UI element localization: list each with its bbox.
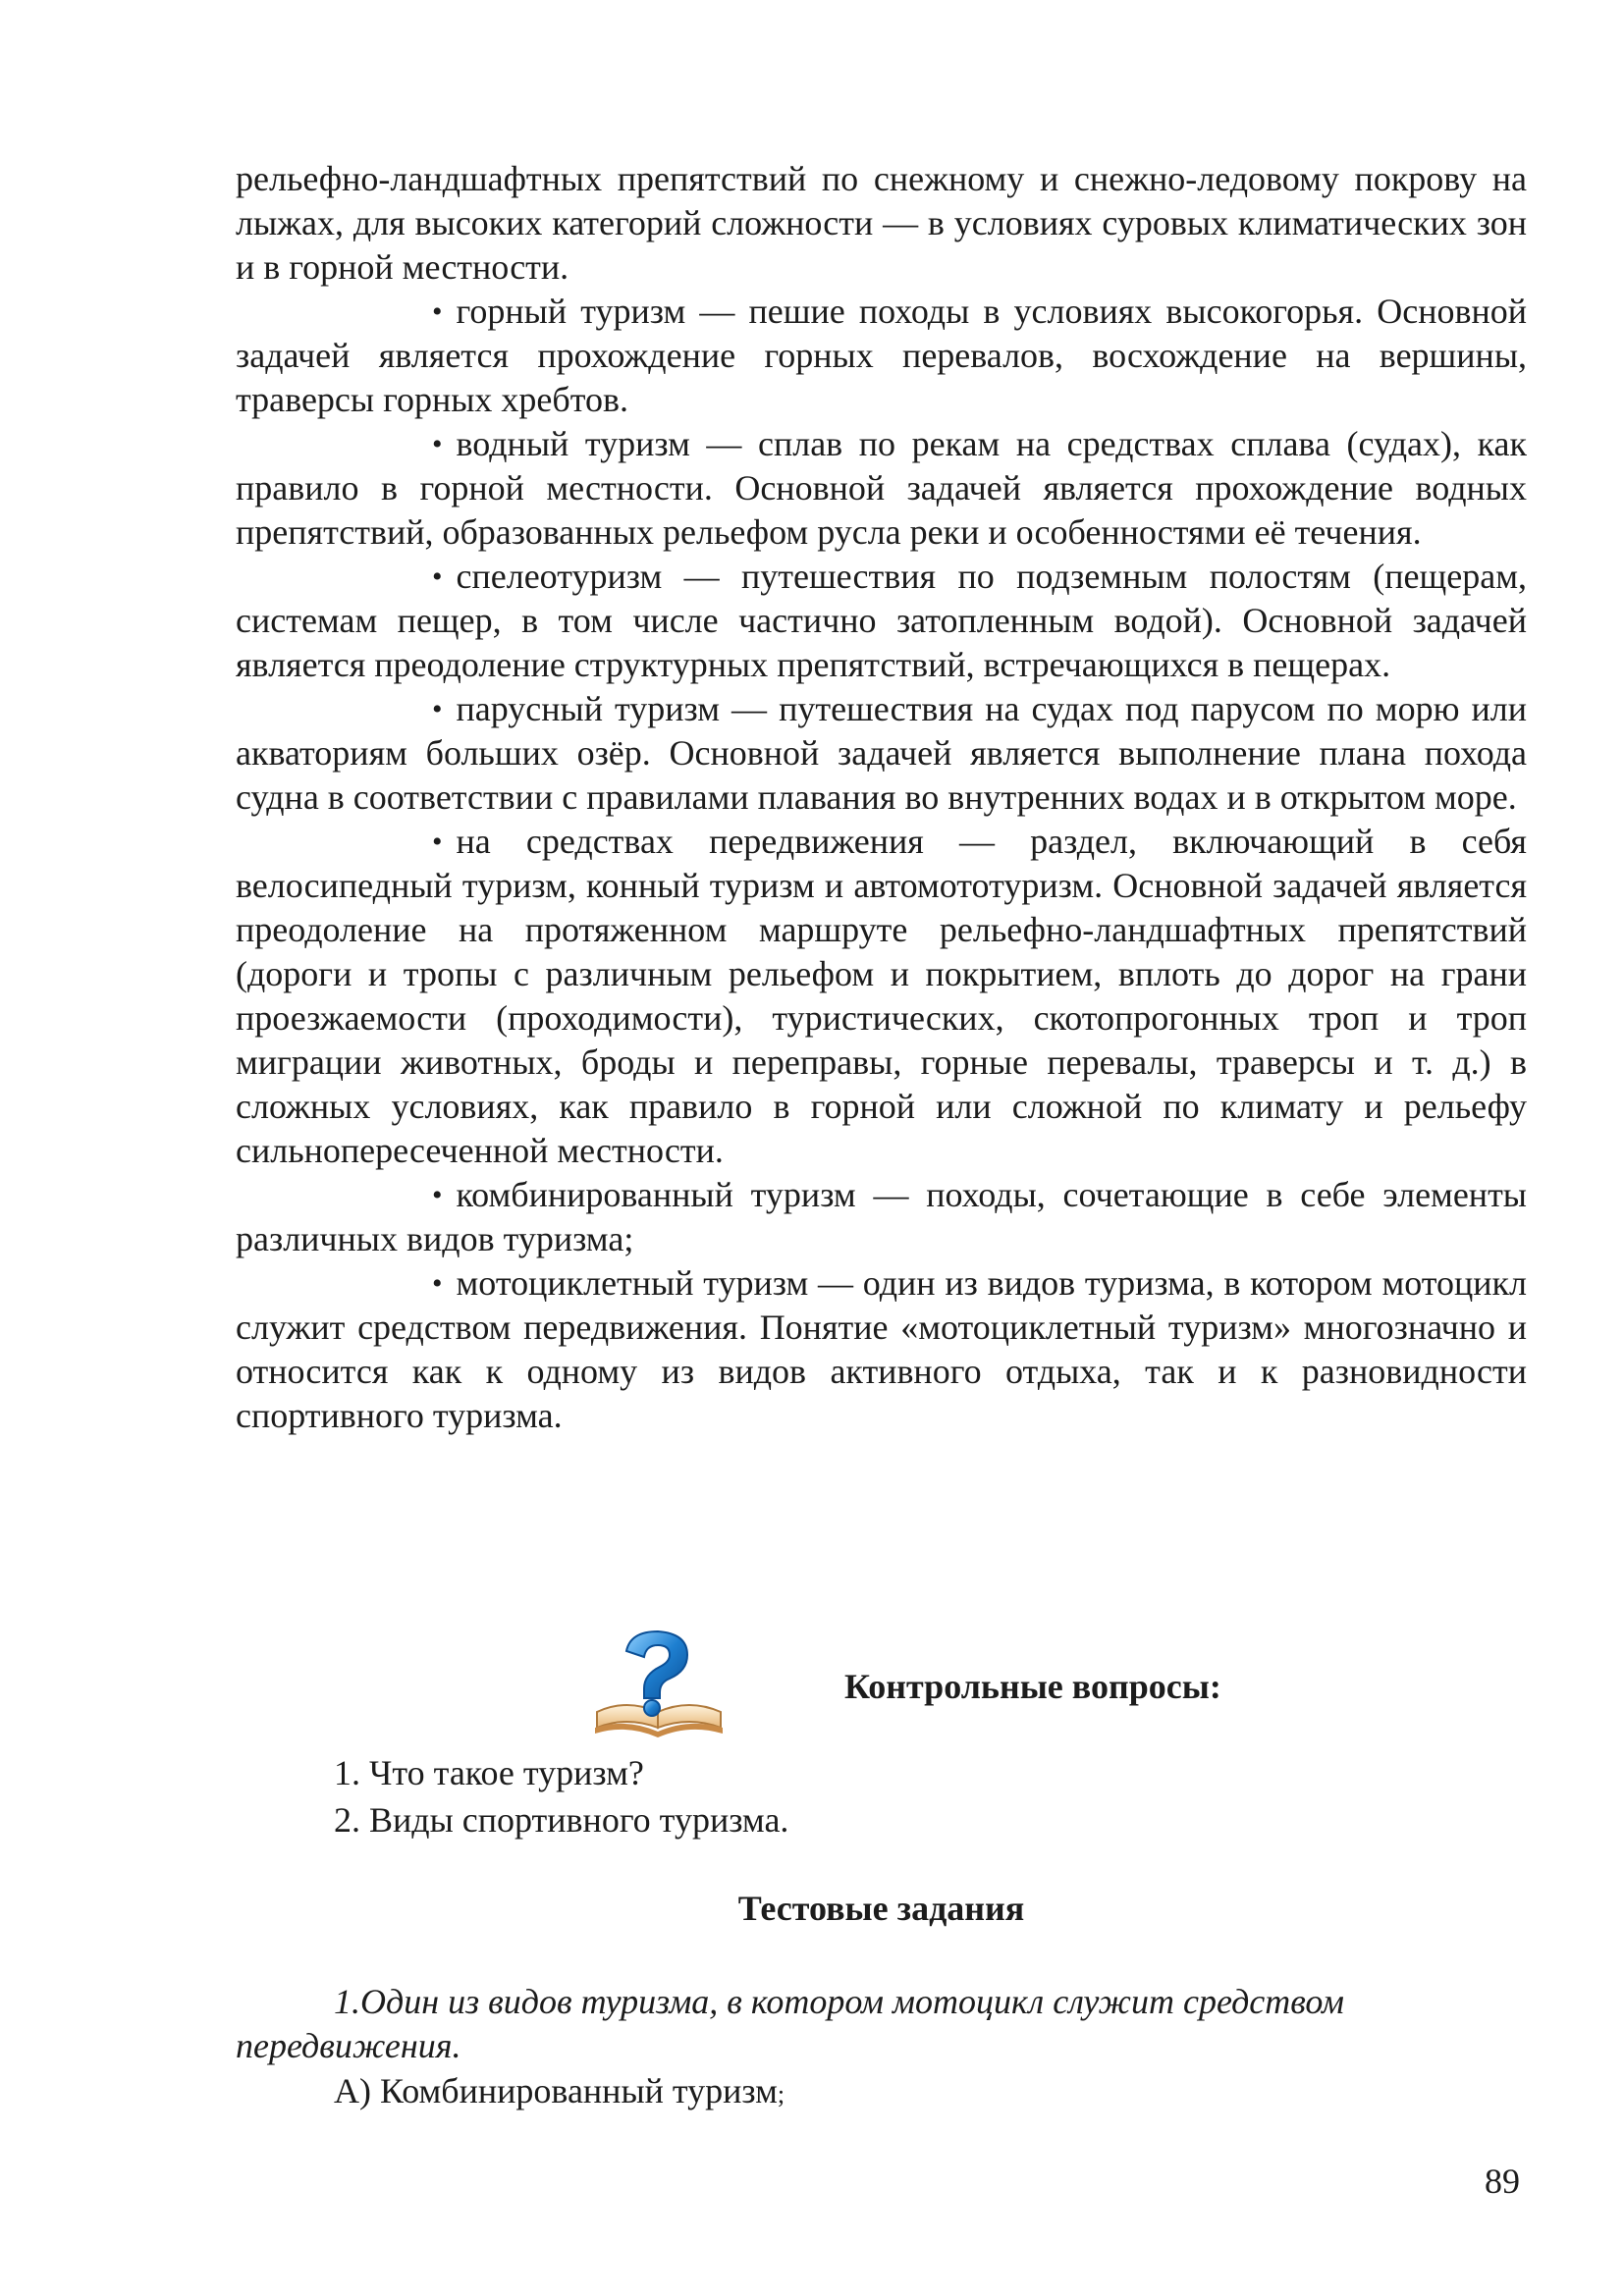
list-item: 1. Что такое туризм?: [334, 1753, 644, 1792]
answer-text: А) Комбинированный туризм: [334, 2071, 778, 2110]
control-questions-title: Контрольные вопросы:: [844, 1667, 1221, 1706]
bullet-text: комбинированный туризм — походы, сочетающие в себе элементы различных видов туризма;: [236, 1175, 1527, 1258]
bullet-icon: •: [432, 561, 443, 593]
bullet-text: мотоциклетный туризм — один из видов туризма, в котором мотоцикл служит средством передвижения. Понятие «мотоциклетный туризм» многозначно и относится как к одному из видов активного отдыха, так и к разновидности спортивного туризма.: [236, 1263, 1527, 1435]
control-questions-header: [236, 1629, 1527, 1737]
bullet-text: на средствах передвижения — раздел, включающий в себя велосипедный туризм, конный туризм и автомототуризм. Основной задачей является преодоление на протяженном маршруте рельефно-ландшафтных препятствий (дороги и тропы с различным рельефом и покрытием, вплоть до дорог на грани проезжаемости (проходимости), туристических, скотопрогонных троп и троп миграции животных, броды и переправы, горные перевалы, траверсы и т. д.) в сложных условиях, как правило в горной или сложной по климату и рельефу сильнопересеченной местности.: [236, 822, 1527, 1170]
bullet-text: водный туризм — сплав по рекам на средствах сплава (судах), как правило в горной местности. Основной задачей является прохождение водных препятствий, образованных рельефом русла реки и особенностями её течения.: [236, 424, 1527, 552]
list-item: 2. Виды спортивного туризма.: [334, 1800, 789, 1840]
question-book-icon: [591, 1629, 727, 1737]
answer-punctuation: ;: [777, 2080, 785, 2109]
bullet-text: горный туризм — пешие походы в условиях высокогорья. Основной задачей является прохождение горных перевалов, восхождение на вершины, траверсы горных хребтов.: [236, 292, 1527, 419]
bullet-icon: •: [432, 693, 443, 725]
bullet-icon: •: [432, 295, 443, 328]
bullet-combined-tourism: [236, 1173, 1527, 1261]
bullet-motorcycle-tourism: [236, 1261, 1527, 1438]
bullet-water-tourism: [236, 422, 1527, 555]
control-questions-list: [334, 1749, 1414, 1843]
bullet-text: парусный туризм — путешествия на судах под парусом по морю или акваториям больших озёр. Основной задачей является выполнение плана похода судна в соответствии с правилами плавания во внутренних водах и в открытом море.: [236, 689, 1527, 817]
bullet-vehicle-tourism: [236, 820, 1527, 1173]
body-text: [236, 157, 1527, 1438]
bullet-icon: •: [432, 428, 443, 460]
bullet-sailing-tourism: [236, 687, 1527, 820]
test-answer: [334, 2069, 785, 2116]
bullet-icon: •: [432, 1267, 443, 1300]
page-number: 89: [1485, 2162, 1520, 2201]
test-question: 1.Один из видов туризма, в котором мотоцикл служит средством передвижения.: [236, 1982, 1345, 2065]
bullet-speleotourism: [236, 555, 1527, 687]
bullet-text: спелеотуризм — путешествия по подземным полостям (пещерам, системам пещер, в том числе частично затопленным водой). Основной задачей является преодоление структурных препятствий, встречающихся в пещерах.: [236, 557, 1527, 684]
tests-title: Тестовые задания: [737, 1889, 1025, 1928]
bullet-icon: •: [432, 826, 443, 858]
bullet-mountain-tourism: [236, 290, 1527, 422]
bullet-icon: •: [432, 1179, 443, 1211]
paragraph-continuation: рельефно-ландшафтных препятствий по снежному и снежно-ледовому покрову на лыжах, для высоких категорий сложности — в условиях суровых климатических зон и в горной местности.: [236, 159, 1527, 287]
